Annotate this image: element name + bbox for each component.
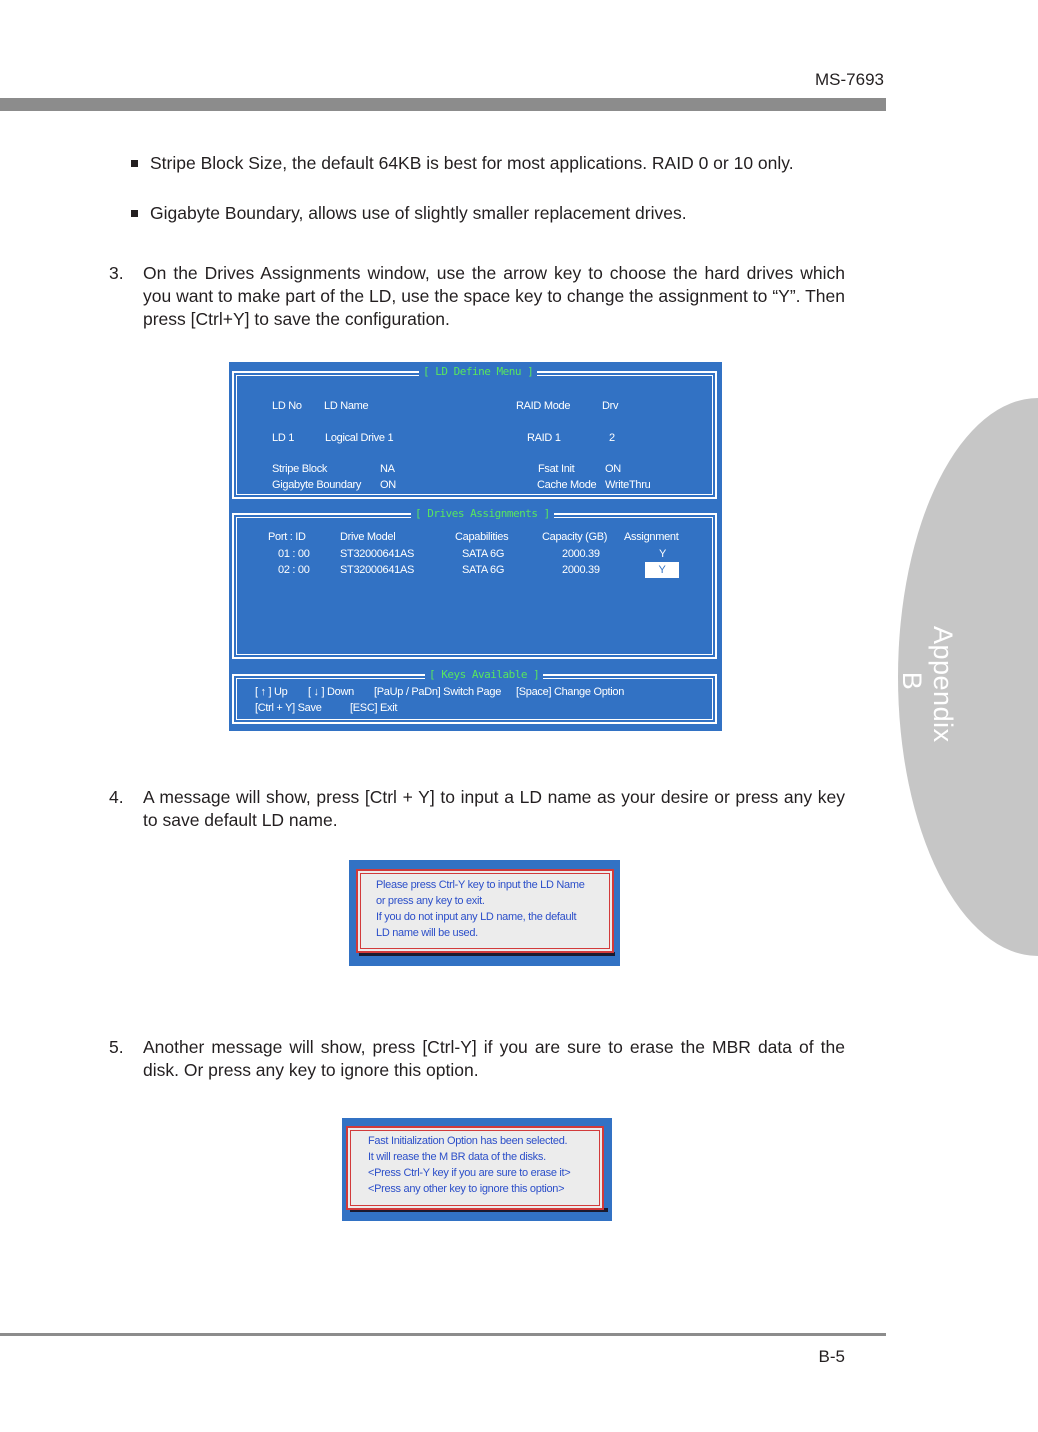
key-save: [Ctrl + Y] Save: [255, 702, 322, 714]
dialog-line: Fast Initialization Option has been selected.: [368, 1135, 568, 1147]
drive-row-2-model[interactable]: ST32000641AS: [340, 564, 415, 576]
ld-name-label: LD Name: [324, 400, 369, 412]
ld-name-value[interactable]: Logical Drive 1: [325, 432, 394, 444]
ld-no-value[interactable]: LD 1: [272, 432, 295, 444]
stripe-block-label: Stripe Block: [272, 463, 328, 475]
drive-row-1-model[interactable]: ST32000641AS: [340, 548, 415, 560]
cache-mode-value[interactable]: WriteThru: [605, 479, 651, 491]
drive-row-2-capabilities[interactable]: SATA 6G: [462, 564, 505, 576]
key-up: [ ↑ ] Up: [255, 686, 288, 698]
col-capabilities: Capabilities: [455, 531, 509, 543]
dialog-line: It will rease the M BR data of the disks.: [368, 1151, 546, 1163]
step-5: [109, 1036, 845, 1082]
raid-mode-value[interactable]: RAID 1: [527, 432, 561, 444]
drive-row-2-capacity[interactable]: 2000.39: [562, 564, 600, 576]
bullet-square-icon: [131, 160, 138, 167]
bullet-text: Stripe Block Size, the default 64KB is best for most applications. RAID 0 or 10 only.: [150, 153, 794, 173]
dialog-line: Please press Ctrl-Y key to input the LD Name: [376, 879, 585, 891]
key-switch-page: [PaUp / PaDn] Switch Page: [374, 686, 502, 698]
key-change-option: [Space] Change Option: [516, 686, 625, 698]
drive-row-1-assignment[interactable]: Y: [659, 548, 667, 560]
raid-mode-label: RAID Mode: [516, 400, 571, 412]
step-3: [109, 262, 845, 331]
dialog-line: If you do not input any LD name, the default: [376, 911, 577, 923]
keys-available-title: [ Keys Available ]: [425, 668, 543, 681]
step-4: [109, 786, 845, 832]
gigabyte-boundary-value[interactable]: ON: [380, 479, 396, 491]
drives-assignments-title: [ Drives Assignments ]: [411, 507, 554, 520]
fast-init-value[interactable]: ON: [605, 463, 621, 475]
bullet-square-icon: [131, 210, 138, 217]
cache-mode-label: Cache Mode: [537, 479, 597, 491]
bullet-stripe-block: [131, 152, 845, 175]
step-number: 3.: [109, 263, 124, 283]
drive-row-1-port[interactable]: 01 : 00: [278, 548, 310, 560]
step-text: Another message will show, press [Ctrl-Y] if you are sure to erase the MBR data of the disk. Or press any key to ignore this option.: [143, 1037, 845, 1080]
drive-row-1-capabilities[interactable]: SATA 6G: [462, 548, 505, 560]
drv-value: 2: [609, 432, 615, 444]
ld-define-screen: [229, 362, 722, 731]
bullet-text: Gigabyte Boundary, allows use of slightly smaller replacement drives.: [150, 203, 687, 223]
model-number: MS-7693: [815, 70, 884, 89]
appendix-tab-label: Appendix B: [897, 626, 958, 743]
drive-row-2-assignment-selected[interactable]: Y: [645, 562, 679, 578]
key-exit: [ESC] Exit: [350, 702, 398, 714]
page-number: B-5: [818, 1347, 845, 1366]
step-text: On the Drives Assignments window, use the arrow key to choose the hard drives which you want to make part of the LD, use the space key to change the assignment to “Y”. Then press [Ctrl+Y] to save the configuration.: [143, 263, 845, 329]
dialog-line: <Press Ctrl-Y key if you are sure to erase it>: [368, 1167, 571, 1179]
step-number: 4.: [109, 787, 124, 807]
col-drive-model: Drive Model: [340, 531, 396, 543]
dialog-line: or press any key to exit.: [376, 895, 485, 907]
dialog-line: LD name will be used.: [376, 927, 478, 939]
footer-rule: [0, 1333, 886, 1336]
drive-row-2-port[interactable]: 02 : 00: [278, 564, 310, 576]
mbr-erase-dialog: [342, 1118, 612, 1221]
gigabyte-boundary-label: Gigabyte Boundary: [272, 479, 362, 491]
keys-available-frame: [232, 674, 717, 724]
col-capacity: Capacity (GB): [542, 531, 608, 543]
dialog-line: <Press any other key to ignore this option>: [368, 1183, 565, 1195]
step-number: 5.: [109, 1037, 124, 1057]
ld-name-dialog: [349, 860, 620, 966]
ld-define-title: [ LD Define Menu ]: [419, 365, 537, 378]
header-bar: [0, 98, 886, 111]
fast-init-label: Fsat Init: [538, 463, 575, 475]
col-assignment: Assignment: [624, 531, 679, 543]
col-port-id: Port : ID: [268, 531, 306, 543]
stripe-block-value[interactable]: NA: [380, 463, 395, 475]
drv-label: Drv: [602, 400, 619, 412]
bullet-gigabyte-boundary: [131, 202, 845, 225]
drive-row-1-capacity[interactable]: 2000.39: [562, 548, 600, 560]
step-text: A message will show, press [Ctrl + Y] to input a LD name as your desire or press any key to save default LD name.: [143, 787, 845, 830]
ld-no-label: LD No: [272, 400, 302, 412]
key-down: [ ↓ ] Down: [308, 686, 354, 698]
